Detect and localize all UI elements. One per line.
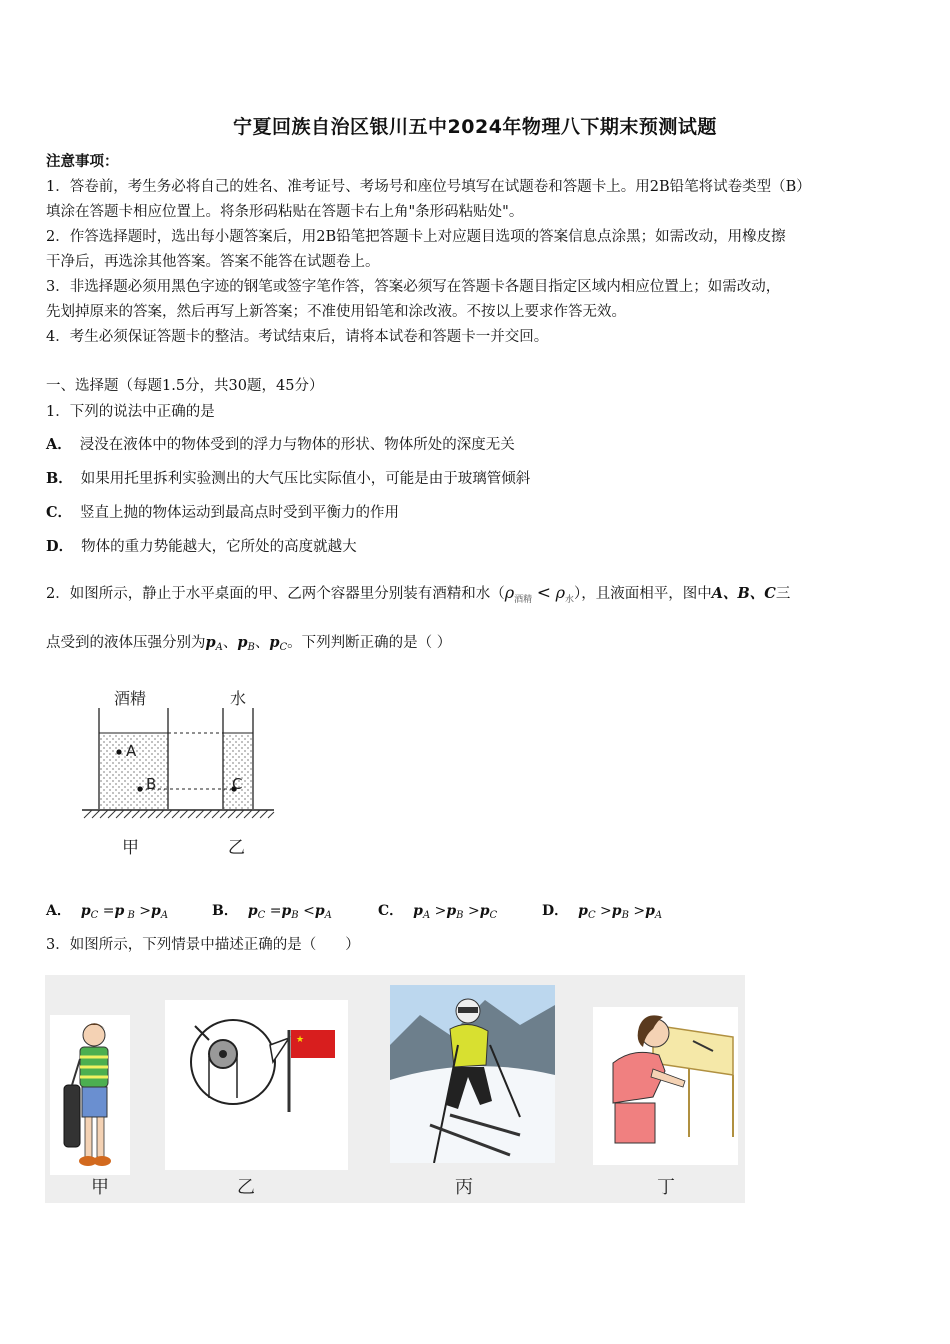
p-symbol: p bbox=[281, 903, 292, 919]
label-point-b: B bbox=[146, 775, 157, 793]
p-symbol: p bbox=[479, 903, 490, 919]
p-subscript: B bbox=[291, 910, 299, 921]
label-water: 水 bbox=[230, 689, 247, 708]
label-yi: 乙 bbox=[228, 838, 245, 858]
label-ding: 丁 bbox=[657, 1177, 675, 1198]
option-text: 竖直上抛的物体运动到最高点时受到平衡力的作用 bbox=[80, 505, 400, 521]
q1-option-d bbox=[46, 537, 357, 557]
notes-line: 4．考生必须保证答题卡的整洁。考试结束后，请将本试卷和答题卡一并交回。 bbox=[46, 329, 549, 345]
p-subscript: B bbox=[124, 910, 135, 921]
p-subscript: C bbox=[90, 910, 99, 921]
q2-line2-a: 点受到的液体压强分别为 bbox=[46, 635, 206, 651]
p-subscript: C bbox=[489, 910, 498, 921]
picture-girl-at-desk bbox=[593, 1007, 738, 1165]
q2-container-figure bbox=[78, 680, 278, 860]
option-text: 如果用托里拆利实验测出的大气压比实际值小，可能是由于玻璃管倾斜 bbox=[80, 471, 531, 487]
q1-option-b bbox=[46, 469, 530, 489]
point-a bbox=[116, 749, 121, 754]
notes-heading: 注意事项： bbox=[46, 153, 119, 170]
p-symbol: p bbox=[80, 903, 91, 919]
answer-letter: C． bbox=[378, 903, 404, 919]
p-subscript: B bbox=[247, 642, 255, 653]
p-symbol: p bbox=[578, 903, 588, 919]
p-symbol: p bbox=[269, 634, 280, 651]
rho-sub-water: 水 bbox=[565, 595, 575, 605]
answer-letter: D． bbox=[542, 903, 569, 919]
relation: > bbox=[430, 903, 447, 919]
separator: 、 bbox=[222, 635, 238, 651]
q2-stem-a: 2．如图所示，静止于水平桌面的甲、乙两个容器里分别装有酒精和水（ bbox=[46, 586, 505, 602]
q2-stem-b: ），且液面相平，图中 bbox=[574, 586, 712, 602]
rho-symbol: ρ bbox=[555, 583, 566, 602]
p-symbol: p bbox=[237, 634, 248, 651]
p-subscript: C bbox=[587, 910, 596, 921]
answer-letter: A． bbox=[46, 903, 71, 919]
relation: > bbox=[463, 903, 480, 919]
picture-skier bbox=[390, 985, 555, 1163]
option-text: 物体的重力势能越大，它所处的高度就越大 bbox=[81, 539, 357, 555]
p-symbol: p bbox=[645, 903, 655, 919]
q1-option-c bbox=[46, 503, 399, 523]
label-point-a: A bbox=[126, 742, 137, 760]
p-symbol: p bbox=[413, 903, 423, 919]
p-symbol: p bbox=[151, 903, 161, 919]
p-symbol: p bbox=[314, 903, 325, 919]
q2-answer-c[interactable] bbox=[378, 900, 497, 921]
label-jia: 甲 bbox=[91, 1177, 109, 1198]
relation: = bbox=[98, 903, 115, 919]
notes-line: 2．作答选择题时，选出每小题答案后，用2B铅笔把答题卡上对应题目选项的答案信息点涂黑；如需改动，用橡皮擦 bbox=[46, 229, 786, 245]
q2-points: A、B、C bbox=[711, 585, 776, 602]
label-yi: 乙 bbox=[237, 1177, 255, 1198]
relation: < bbox=[298, 903, 315, 919]
point-b bbox=[137, 786, 142, 791]
separator: 、 bbox=[254, 635, 270, 651]
notes-line: 干净后，再选涂其他答案。答案不能答在试题卷上。 bbox=[46, 254, 380, 270]
option-letter: B． bbox=[46, 470, 73, 487]
q2-answer-d[interactable] bbox=[542, 900, 662, 921]
p-symbol: p bbox=[446, 903, 457, 919]
ground-hatching bbox=[84, 810, 274, 818]
notes-line: 1．答卷前，考生务必将自己的姓名、准考证号、考场号和座位号填写在试题卷和答题卡上。用2B铅笔将试卷类型（B） bbox=[46, 179, 811, 195]
p-subscript: A bbox=[215, 642, 223, 653]
relation: > bbox=[628, 903, 646, 919]
p-subscript: C bbox=[279, 642, 288, 653]
relation: > bbox=[134, 903, 152, 919]
page-title: 宁夏回族自治区银川五中2024年物理八下期末预测试题 bbox=[233, 116, 717, 138]
water-liquid bbox=[223, 733, 253, 809]
notes-line: 先划掉原来的答案，然后再写上新答案；不准使用铅笔和涂改液。不按以上要求作答无效。 bbox=[46, 304, 626, 320]
section-heading: 一、选择题（每题1.5分，共30题，45分） bbox=[46, 378, 324, 394]
q2-answers bbox=[46, 900, 926, 922]
label-point-c: C bbox=[232, 775, 243, 793]
notes-line: 3．非选择题必须用黑色字迹的钢笔或签字笔作答，答案必须写在答题卡各题目指定区域内相应位置上；如需改动， bbox=[46, 279, 781, 295]
q2-line2-b: 。下列判断正确的是（ ） bbox=[287, 635, 452, 651]
p-subscript: B bbox=[621, 910, 629, 921]
q1-stem: 1．下列的说法中正确的是 bbox=[46, 404, 215, 420]
q2-answer-a[interactable] bbox=[46, 900, 168, 921]
p-subscript: A bbox=[324, 910, 332, 921]
q3-picture-panel bbox=[45, 975, 745, 1203]
p-symbol: p bbox=[247, 903, 258, 919]
option-letter: D． bbox=[46, 538, 74, 555]
p-subscript: A bbox=[422, 910, 431, 921]
label-jia: 甲 bbox=[122, 838, 139, 858]
p-symbol: p bbox=[114, 903, 125, 919]
rho-sub-alcohol: 酒精 bbox=[514, 595, 533, 605]
q2-answer-b[interactable] bbox=[212, 900, 332, 921]
p-subscript: A bbox=[654, 910, 663, 921]
svg-text:★: ★ bbox=[296, 1035, 305, 1045]
relation: > bbox=[595, 903, 612, 919]
option-letter: C． bbox=[46, 504, 73, 521]
q1-option-a bbox=[46, 435, 515, 455]
p-symbol: p bbox=[205, 634, 216, 651]
picture-boy-with-bag bbox=[50, 1015, 130, 1175]
option-letter: A． bbox=[46, 436, 72, 453]
notes-line: 填涂在答题卡相应位置上。将条形码粘贴在答题卡右上角"条形码粘贴处"。 bbox=[46, 204, 524, 220]
container-diagram bbox=[78, 680, 278, 860]
less-than: < bbox=[536, 583, 552, 603]
relation: = bbox=[265, 903, 282, 919]
q2-stem-line1 bbox=[46, 583, 790, 610]
rho-symbol: ρ bbox=[504, 583, 515, 602]
q3-stem: 3．如图所示，下列情景中描述正确的是（ ） bbox=[46, 937, 360, 953]
p-subscript: C bbox=[257, 910, 266, 921]
q2-stem-line2 bbox=[46, 633, 451, 658]
p-subscript: A bbox=[160, 910, 169, 921]
label-bing: 丙 bbox=[455, 1177, 473, 1198]
option-text: 浸没在液体中的物体受到的浮力与物体的形状、物体所处的深度无关 bbox=[79, 437, 515, 453]
picture-pulley-flag bbox=[165, 1000, 348, 1170]
label-alcohol: 酒精 bbox=[114, 689, 147, 708]
p-symbol: p bbox=[611, 903, 622, 919]
q2-stem-c: 三 bbox=[775, 586, 791, 602]
answer-letter: B． bbox=[212, 903, 238, 919]
p-subscript: B bbox=[456, 910, 464, 921]
